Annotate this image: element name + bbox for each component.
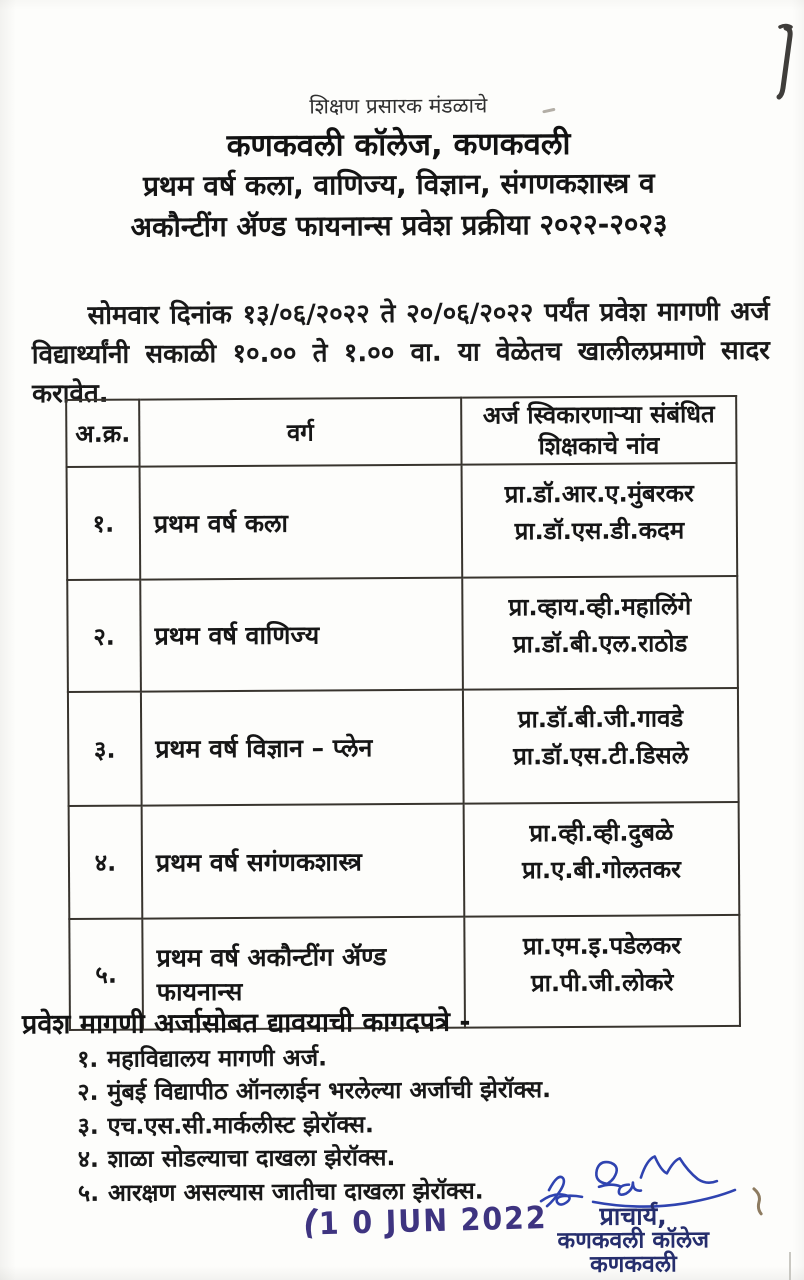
- teacher-name: प्रा.व्हाय.व्ही.महालिंगे: [508, 592, 692, 622]
- place-name: कणकवली: [589, 1251, 677, 1278]
- item-number: १.: [77, 1044, 99, 1073]
- sr-no-cell: ४.: [69, 806, 143, 919]
- table-row: [68, 688, 739, 806]
- notice-title-line2: अकौन्टींग ॲण्ड फायनान्स प्रवेश प्रक्रीया २०२२-२०२३: [130, 207, 668, 244]
- item-text: मुंबई विद्यापीठ ऑनलाईन भरलेल्या अर्जाची झेरॉक्स.: [107, 1075, 552, 1107]
- teacher-header-line1: अर्ज स्विकारणाऱ्या संबंधित: [482, 399, 715, 430]
- admission-table: [65, 395, 741, 1031]
- teacher-cell: [462, 463, 738, 578]
- item-number: ५.: [77, 1178, 100, 1207]
- principal-title: प्राचार्य,: [599, 1201, 667, 1231]
- teacher-name: प्रा.पी.जी.लोकरे: [530, 968, 674, 998]
- sr-no-cell: ३.: [68, 692, 142, 806]
- pen-stroke-mark: [764, 22, 794, 102]
- teacher-name: प्रा.एम.इ.पडेलकर: [522, 931, 682, 961]
- class-header: वर्ग: [139, 398, 461, 467]
- class-cell: प्रथम वर्ष विज्ञान – प्लेन: [141, 690, 464, 806]
- item-number: २.: [77, 1078, 99, 1107]
- teacher-name: प्रा.डॉ.आर.ए.मुंबरकर: [504, 479, 694, 509]
- small-ink-mark: [745, 1186, 769, 1218]
- teacher-header-line2: शिक्षकाचे नांव: [538, 430, 660, 460]
- class-cell: प्रथम वर्ष सगंणकशास्त्र: [142, 804, 465, 919]
- item-text: एच.एस.सी.मार्कलीस्ट झेरॉक्स.: [107, 1109, 375, 1140]
- list-item: [77, 1071, 677, 1108]
- teacher-cell: [462, 576, 738, 690]
- intro-paragraph: सोमवार दिनांक १३/०६/२०२२ ते २०/०६/२०२२ पर्यंत प्रवेश मागणी अर्ज विद्यार्थ्यांनी सकाळी १०.०० ते १.०० वा. या वेळेतच खालीलप्रमाणे सादर करावेत.: [31, 296, 770, 410]
- stamp-date-text: 1 0 JUN 2022: [318, 1200, 548, 1243]
- teacher-name: प्रा.डॉ.बी.जी.गावडे: [517, 704, 684, 734]
- sr-no-header: अ.क्र.: [66, 400, 139, 467]
- item-text: महाविद्यालय मागणी अर्ज.: [107, 1043, 328, 1073]
- college-name-footer: कणकवली कॉलेज: [557, 1227, 710, 1255]
- scan-edge-artifact: [789, 1252, 791, 1280]
- teacher-header: [461, 396, 736, 465]
- teacher-cell: [463, 688, 739, 804]
- list-item: [77, 1104, 677, 1141]
- item-number: ३.: [77, 1111, 99, 1140]
- item-text: शाळा सोडल्याचा दाखला झेरॉक्स.: [107, 1143, 396, 1174]
- stamp-bracket-mark: (: [299, 1201, 322, 1244]
- date-stamp: [299, 1196, 548, 1247]
- list-item: [77, 1037, 677, 1074]
- class-cell: प्रथम वर्ष वाणिज्य: [140, 578, 463, 692]
- teacher-cell: [464, 915, 740, 1028]
- college-name: कणकवली कॉलेज, कणकवली: [226, 125, 571, 165]
- sr-no-cell: ५.: [69, 919, 143, 1030]
- item-text: आरक्षण असल्यास जातीचा दाखला झेरॉक्स.: [107, 1176, 484, 1207]
- class-cell: प्रथम वर्ष अकौन्टींग ॲण्ड फायनान्स: [142, 917, 465, 1030]
- teacher-name: प्रा.व्ही.व्ही.दुबळे: [529, 818, 674, 848]
- teacher-name: प्रा.डॉ.एस.डी.कदम: [514, 516, 685, 546]
- table-row: [67, 463, 738, 580]
- documents-heading: प्रवेश मागणी अर्जासोबत द्यावयाची कागदपत्रे -: [21, 1006, 471, 1041]
- teacher-cell: [464, 802, 740, 917]
- org-name: शिक्षण प्रसारक मंडळाचे: [309, 93, 488, 119]
- class-cell: प्रथम वर्ष कला: [140, 465, 463, 580]
- teacher-name: प्रा.ए.बी.गोलतकर: [521, 855, 682, 885]
- table-row: [67, 576, 738, 692]
- sr-no-cell: १.: [67, 467, 141, 580]
- table-row: [69, 802, 740, 919]
- signatory-block: [537, 1203, 729, 1277]
- teacher-name: प्रा.डॉ.बी.एल.राठोड: [512, 629, 688, 659]
- teacher-name: प्रा.डॉ.एस.टी.डिसले: [513, 741, 689, 771]
- item-number: ४.: [77, 1145, 100, 1174]
- notice-title-line1: प्रथम वर्ष कला, वाणिज्य, विज्ञान, संगणकशास्त्र व: [142, 166, 655, 203]
- sr-no-cell: २.: [67, 580, 141, 692]
- table-header-row: [66, 396, 736, 467]
